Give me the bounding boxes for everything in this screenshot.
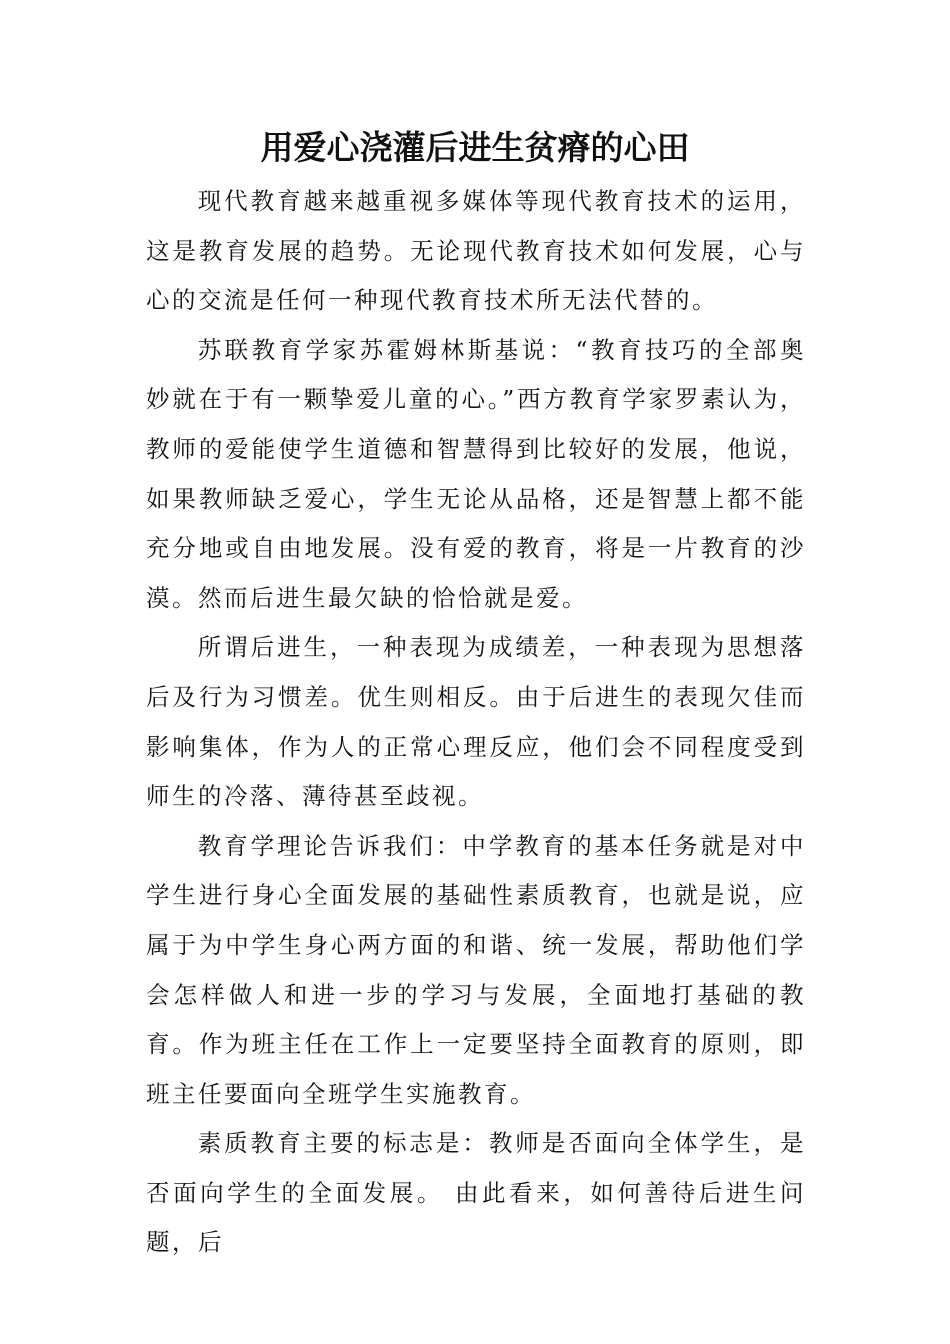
paragraph: 素质教育主要的标志是：教师是否面向全体学生，是否面向学生的全面发展。 由此看来，如何善待后进生问题，后 [146, 1129, 806, 1257]
document-body [146, 177, 806, 1268]
paragraph: 所谓后进生，一种表现为成绩差，一种表现为思想落后及行为习惯差。优生则相反。由于后进生的表现欠佳而影响集体，作为人的正常心理反应，他们会不同程度受到师生的冷落、薄待甚至歧视。 [146, 633, 806, 811]
paragraph: 教育学理论告诉我们：中学教育的基本任务就是对中学生进行身心全面发展的基础性素质教育，也就是说，应属于为中学生身心两方面的和谐、统一发展，帮助他们学会怎样做人和进一步的学习与发展，全面地打基础的教育。作为班主任在工作上一定要坚持全面教育的原则，即班主任要面向全班学生实施教育。 [146, 831, 806, 1108]
paragraph: 苏联教育学家苏霍姆林斯基说：“教育技巧的全部奥妙就在于有一颗挚爱儿童的心。”西方教育学家罗素认为，教师的爱能使学生道德和智慧得到比较好的发展，他说，如果教师缺乏爱心，学生无论从品格，还是智慧上都不能充分地或自由地发展。没有爱的教育，将是一片教育的沙漠。然而后进生最欠缺的恰恰就是爱。 [146, 335, 806, 612]
document-title: 用爱心浇灌后进生贫瘠的心田 [260, 128, 690, 167]
paragraph: 现代教育越来越重视多媒体等现代教育技术的运用，这是教育发展的趋势。无论现代教育技术如何发展，心与心的交流是任何一种现代教育技术所无法代替的。 [146, 187, 806, 315]
